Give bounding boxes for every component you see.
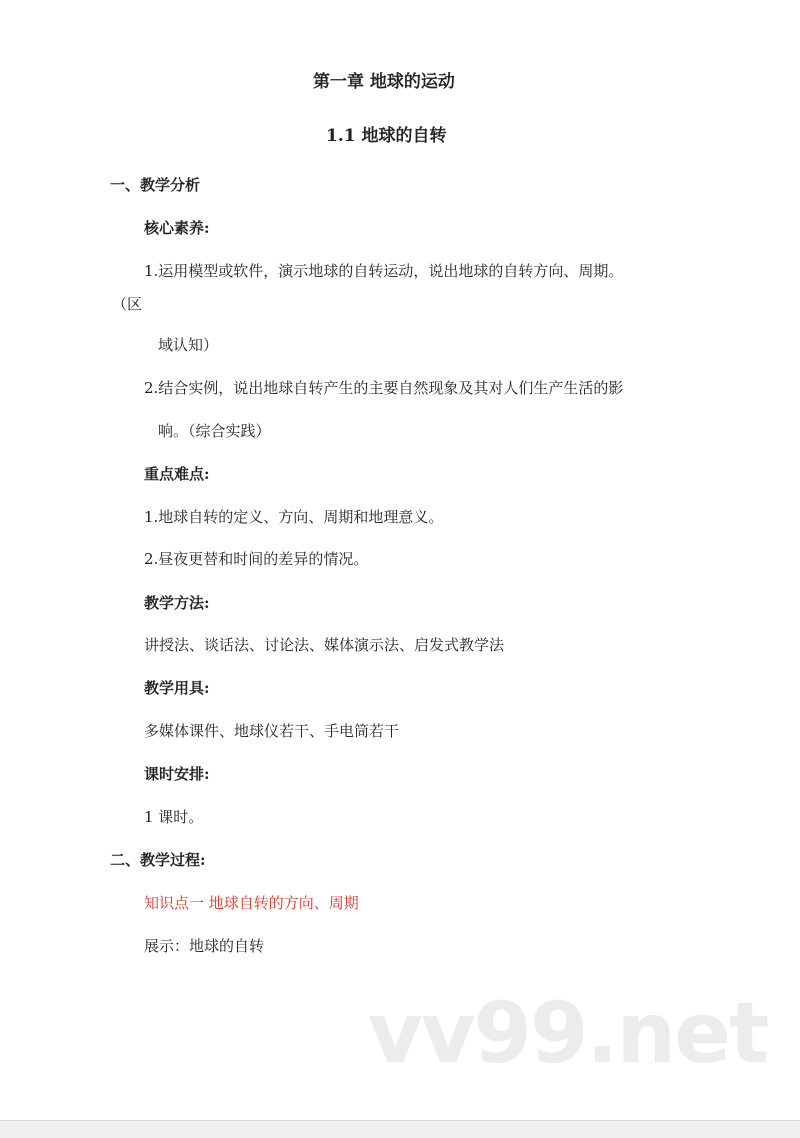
key-points-heading: 重点难点: bbox=[144, 465, 210, 483]
methods-heading: 教学方法: bbox=[144, 594, 210, 612]
chapter-title: 第一章 地球的运动 bbox=[313, 72, 455, 92]
schedule-text: 1 课时。 bbox=[144, 808, 204, 826]
core-literacy-item2-line2: 响。（综合实践） bbox=[158, 422, 271, 440]
core-literacy-item2-line1: 2.结合实例，说出地球自转产生的主要自然现象及其对人们生产生活的影 bbox=[144, 379, 624, 397]
page-bottom-edge bbox=[0, 1120, 800, 1138]
tools-heading: 教学用具: bbox=[144, 679, 210, 697]
key-points-item2: 2.昼夜更替和时间的差异的情况。 bbox=[144, 550, 369, 568]
core-literacy-item1-line1: 1.运用模型或软件，演示地球的自转运动，说出地球的自转方向、周期。 bbox=[144, 262, 624, 280]
part1-heading: 一、教学分析 bbox=[110, 176, 201, 194]
schedule-heading: 课时安排: bbox=[144, 765, 210, 783]
display-text: 展示：地球的自转 bbox=[144, 937, 265, 955]
part2-heading: 二、教学过程: bbox=[110, 851, 206, 869]
core-literacy-item1-line2: （区 bbox=[112, 295, 143, 313]
methods-text: 讲授法、谈话法、讨论法、媒体演示法、启发式教学法 bbox=[144, 636, 505, 654]
watermark: vv99.net bbox=[368, 984, 768, 1082]
knowledge-point-1: 知识点一 地球自转的方向、周期 bbox=[144, 894, 359, 912]
tools-text: 多媒体课件、地球仪若干、手电筒若干 bbox=[144, 722, 400, 740]
core-literacy-item1-line3: 域认知） bbox=[158, 336, 219, 354]
section-title: 1.1 地球的自转 bbox=[326, 126, 447, 146]
core-literacy-heading: 核心素养: bbox=[144, 219, 210, 237]
key-points-item1: 1.地球自转的定义、方向、周期和地理意义。 bbox=[144, 508, 444, 526]
